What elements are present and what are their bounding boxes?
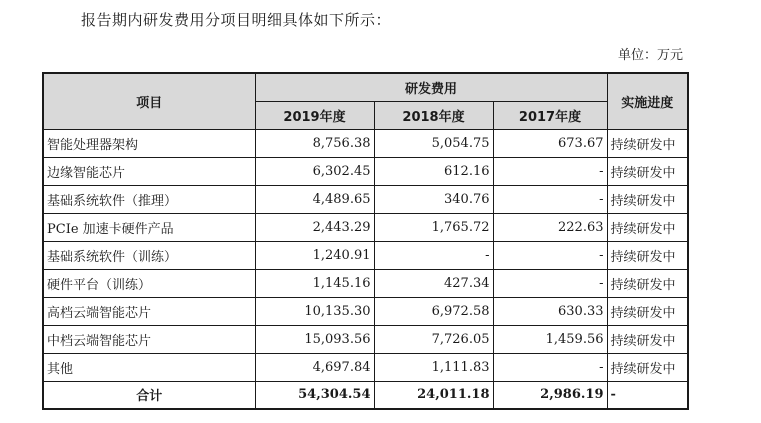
value-2018: 1,111.83 [374, 353, 493, 381]
value-2018: 7,726.05 [374, 325, 493, 353]
value-2018: 340.76 [374, 185, 493, 213]
table-row [43, 353, 688, 381]
value-2019: 2,443.29 [255, 213, 374, 241]
value-2017: - [493, 157, 607, 185]
project-name: 边缘智能芯片 [43, 157, 255, 185]
value-2019: 4,697.84 [255, 353, 374, 381]
total-2017: 2,986.19 [493, 381, 607, 409]
progress-status: 持续研发中 [607, 241, 688, 269]
project-name: 高档云端智能芯片 [43, 297, 255, 325]
value-2017: 222.63 [493, 213, 607, 241]
project-name: 中档云端智能芯片 [43, 325, 255, 353]
header-year-2017: 2017年度 [493, 101, 607, 129]
value-2019: 15,093.56 [255, 325, 374, 353]
progress-status: 持续研发中 [607, 353, 688, 381]
value-2017: - [493, 241, 607, 269]
progress-status: 持续研发中 [607, 129, 688, 157]
header-year-2019: 2019年度 [255, 101, 374, 129]
value-2017: - [493, 185, 607, 213]
unit-label: 单位：万元 [617, 48, 683, 63]
header-item: 项目 [43, 73, 255, 129]
table-row [43, 185, 688, 213]
header-year-2018: 2018年度 [374, 101, 493, 129]
table-row [43, 269, 688, 297]
project-name: 基础系统软件（推理） [43, 185, 255, 213]
progress-status: 持续研发中 [607, 269, 688, 297]
value-2018: 5,054.75 [374, 129, 493, 157]
value-2018: 427.34 [374, 269, 493, 297]
progress-status: 持续研发中 [607, 325, 688, 353]
total-2018: 24,011.18 [374, 381, 493, 409]
project-name: 其他 [43, 353, 255, 381]
value-2019: 10,135.30 [255, 297, 374, 325]
value-2017: 630.33 [493, 297, 607, 325]
value-2018: - [374, 241, 493, 269]
project-name: 基础系统软件（训练） [43, 241, 255, 269]
value-2019: 1,240.91 [255, 241, 374, 269]
value-2017: - [493, 353, 607, 381]
value-2018: 612.16 [374, 157, 493, 185]
total-label: 合计 [43, 381, 255, 409]
value-2018: 6,972.58 [374, 297, 493, 325]
table-row [43, 129, 688, 157]
total-row [43, 381, 688, 409]
value-2019: 1,145.16 [255, 269, 374, 297]
project-name: PCIe 加速卡硬件产品 [43, 213, 255, 241]
progress-status: 持续研发中 [607, 213, 688, 241]
value-2019: 8,756.38 [255, 129, 374, 157]
header-rd-expense: 研发费用 [255, 73, 607, 101]
progress-status: 持续研发中 [607, 297, 688, 325]
progress-status: 持续研发中 [607, 185, 688, 213]
value-2019: 4,489.65 [255, 185, 374, 213]
intro-text: 报告期内研发费用分项目明细具体如下所示： [81, 11, 392, 29]
table-row [43, 297, 688, 325]
project-name: 智能处理器架构 [43, 129, 255, 157]
table-row [43, 213, 688, 241]
total-status: - [607, 381, 688, 409]
table-row [43, 325, 688, 353]
rd-expense-table [42, 72, 689, 410]
value-2018: 1,765.72 [374, 213, 493, 241]
value-2019: 6,302.45 [255, 157, 374, 185]
header-progress: 实施进度 [607, 73, 688, 129]
value-2017: 673.67 [493, 129, 607, 157]
value-2017: - [493, 269, 607, 297]
table-row [43, 157, 688, 185]
progress-status: 持续研发中 [607, 157, 688, 185]
value-2017: 1,459.56 [493, 325, 607, 353]
total-2019: 54,304.54 [255, 381, 374, 409]
project-name: 硬件平台（训练） [43, 269, 255, 297]
table-row [43, 241, 688, 269]
